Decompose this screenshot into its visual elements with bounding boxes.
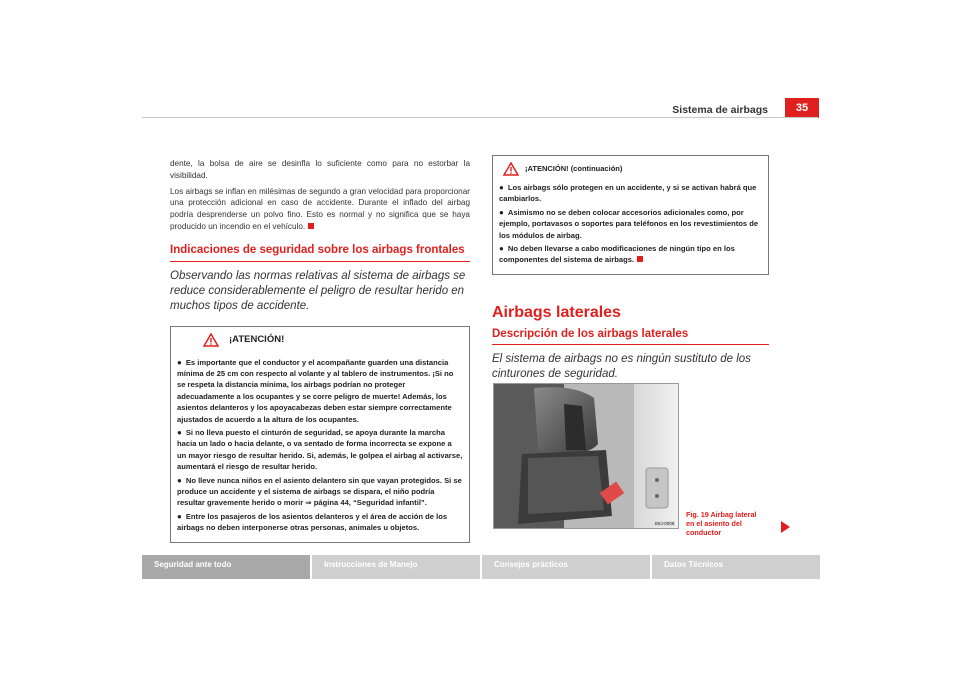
warning-box-continued	[492, 155, 769, 275]
warning-triangle-icon	[203, 333, 219, 347]
paragraph-inflation	[170, 186, 470, 233]
bullet-icon: ●	[177, 428, 182, 438]
bullet-icon: ●	[499, 244, 504, 254]
footer-tab-technical-data[interactable]: Datos Técnicos	[652, 555, 820, 579]
warning-item	[499, 182, 762, 205]
warning-item-text: Los airbags sólo protegen en un accidente, y si se activan habrá que cambiarlos.	[499, 183, 757, 204]
warning-item	[177, 511, 463, 534]
left-column	[170, 158, 470, 543]
figure-caption: Fig. 19 Airbag lateral en el asiento del conductor	[686, 510, 757, 537]
footer-tab-safety[interactable]: Seguridad ante todo	[142, 555, 310, 579]
warning-header	[499, 162, 762, 176]
bullet-icon: ●	[177, 475, 182, 485]
figure-code: B6J-0008	[655, 521, 675, 526]
section-intro: El sistema de airbags no es ningún sustituto de los cinturones de seguridad.	[492, 353, 751, 381]
figure-side-airbag-seat	[493, 383, 679, 529]
warning-item-text: Si no lleva puesto el cinturón de seguridad, se apoya durante la marcha hacia un lado o hacia delante, o va sentado de forma incorrecta se expone a un mayor riesgo de resultar herido. Si, además, le golpea el airbag al activarse, aumentará el riesgo de resultar herido.	[177, 428, 463, 472]
warning-title: ¡ATENCIÓN!	[229, 333, 285, 345]
paragraph-inflation-text: Los airbags se inflan en milésimas de segundo a gran velocidad para proporcionar una protección adicional en caso de accidente. Durante el inflado del airbag podría desprenderse un polvo fino. Esto es normal y no significa que se haya producido un incendio en el vehículo.	[170, 186, 470, 231]
warning-item	[499, 207, 762, 241]
bullet-icon: ●	[499, 183, 504, 192]
chapter-title-side-airbags: Airbags laterales	[492, 303, 621, 321]
warning-item-text: Entre los pasajeros de los asientos delanteros y el área de acción de los airbags no deben interponerse otras personas, animales u objetos.	[177, 511, 448, 533]
bullet-icon: ●	[499, 207, 504, 217]
warning-header	[177, 333, 463, 347]
section-title-frontal-airbags: Indicaciones de seguridad sobre los airbags frontales	[170, 245, 470, 262]
warning-item-text: Asimismo no se deben colocar accesorios adicionales como, por ejemplo, portavasos o soportes para teléfonos en los revestimientos de los módulos de airbag.	[499, 207, 759, 240]
bullet-icon: ●	[177, 357, 182, 367]
warning-title: ¡ATENCIÓN! (continuación)	[525, 164, 623, 174]
bullet-icon: ●	[177, 511, 182, 521]
section-intro: Observando las normas relativas al sistema de airbags se reduce considerablemente el peligro de resultar herido en muchos tipos de accidente.	[170, 269, 466, 312]
warning-item-text: Es importante que el conductor y el acompañante guarden una distancia mínima de 25 cm con respecto al volante y al tablero de instrumentos. ¡Si no se respeta la distancia mínima, los airbags podrían no proteger adecuadamente a los ocupantes y se corre peligro de muerte! Además, los asientos delanteros y los apoyacabezas deben estar siempre correctamente ajustados de acuerdo a la altura de los ocupantes.	[177, 357, 454, 424]
warning-item-text: No lleve nunca niños en el asiento delantero sin que vayan protegidos. Si se produce un accidente y el sistema de airbags se dispara, el niño podría resultar gravemente herido o morir ⇒ página 44, “Seguridad infantil”.	[177, 475, 462, 508]
warning-triangle-icon	[503, 162, 519, 176]
footer-tab-practical-tips[interactable]: Consejos prácticos	[482, 555, 650, 579]
section-title-side-airbags: Descripción de los airbags laterales	[492, 329, 769, 346]
paragraph-continued: dente, la bolsa de aire se desinfla lo suficiente como para no estorbar la visibilidad.	[170, 159, 470, 180]
end-of-section-mark	[637, 256, 643, 262]
right-column	[492, 155, 769, 382]
warning-item	[177, 357, 463, 425]
warning-item	[499, 243, 762, 266]
running-header-title: Sistema de airbags	[672, 104, 768, 116]
next-page-arrow-icon[interactable]	[781, 521, 790, 533]
end-of-section-mark	[308, 223, 314, 229]
warning-box	[170, 326, 470, 543]
warning-item-text: No deben llevarse a cabo modificaciones de ningún tipo en los componentes del sistema de airbags.	[499, 244, 735, 265]
page-number: 35	[785, 98, 819, 118]
footer-tab-operating-instructions[interactable]: Instrucciones de Manejo	[312, 555, 480, 579]
warning-item	[177, 475, 463, 509]
footer-navigation	[142, 555, 820, 579]
header-divider	[142, 117, 818, 118]
seat-illustration	[494, 384, 679, 529]
warning-item	[177, 427, 463, 473]
